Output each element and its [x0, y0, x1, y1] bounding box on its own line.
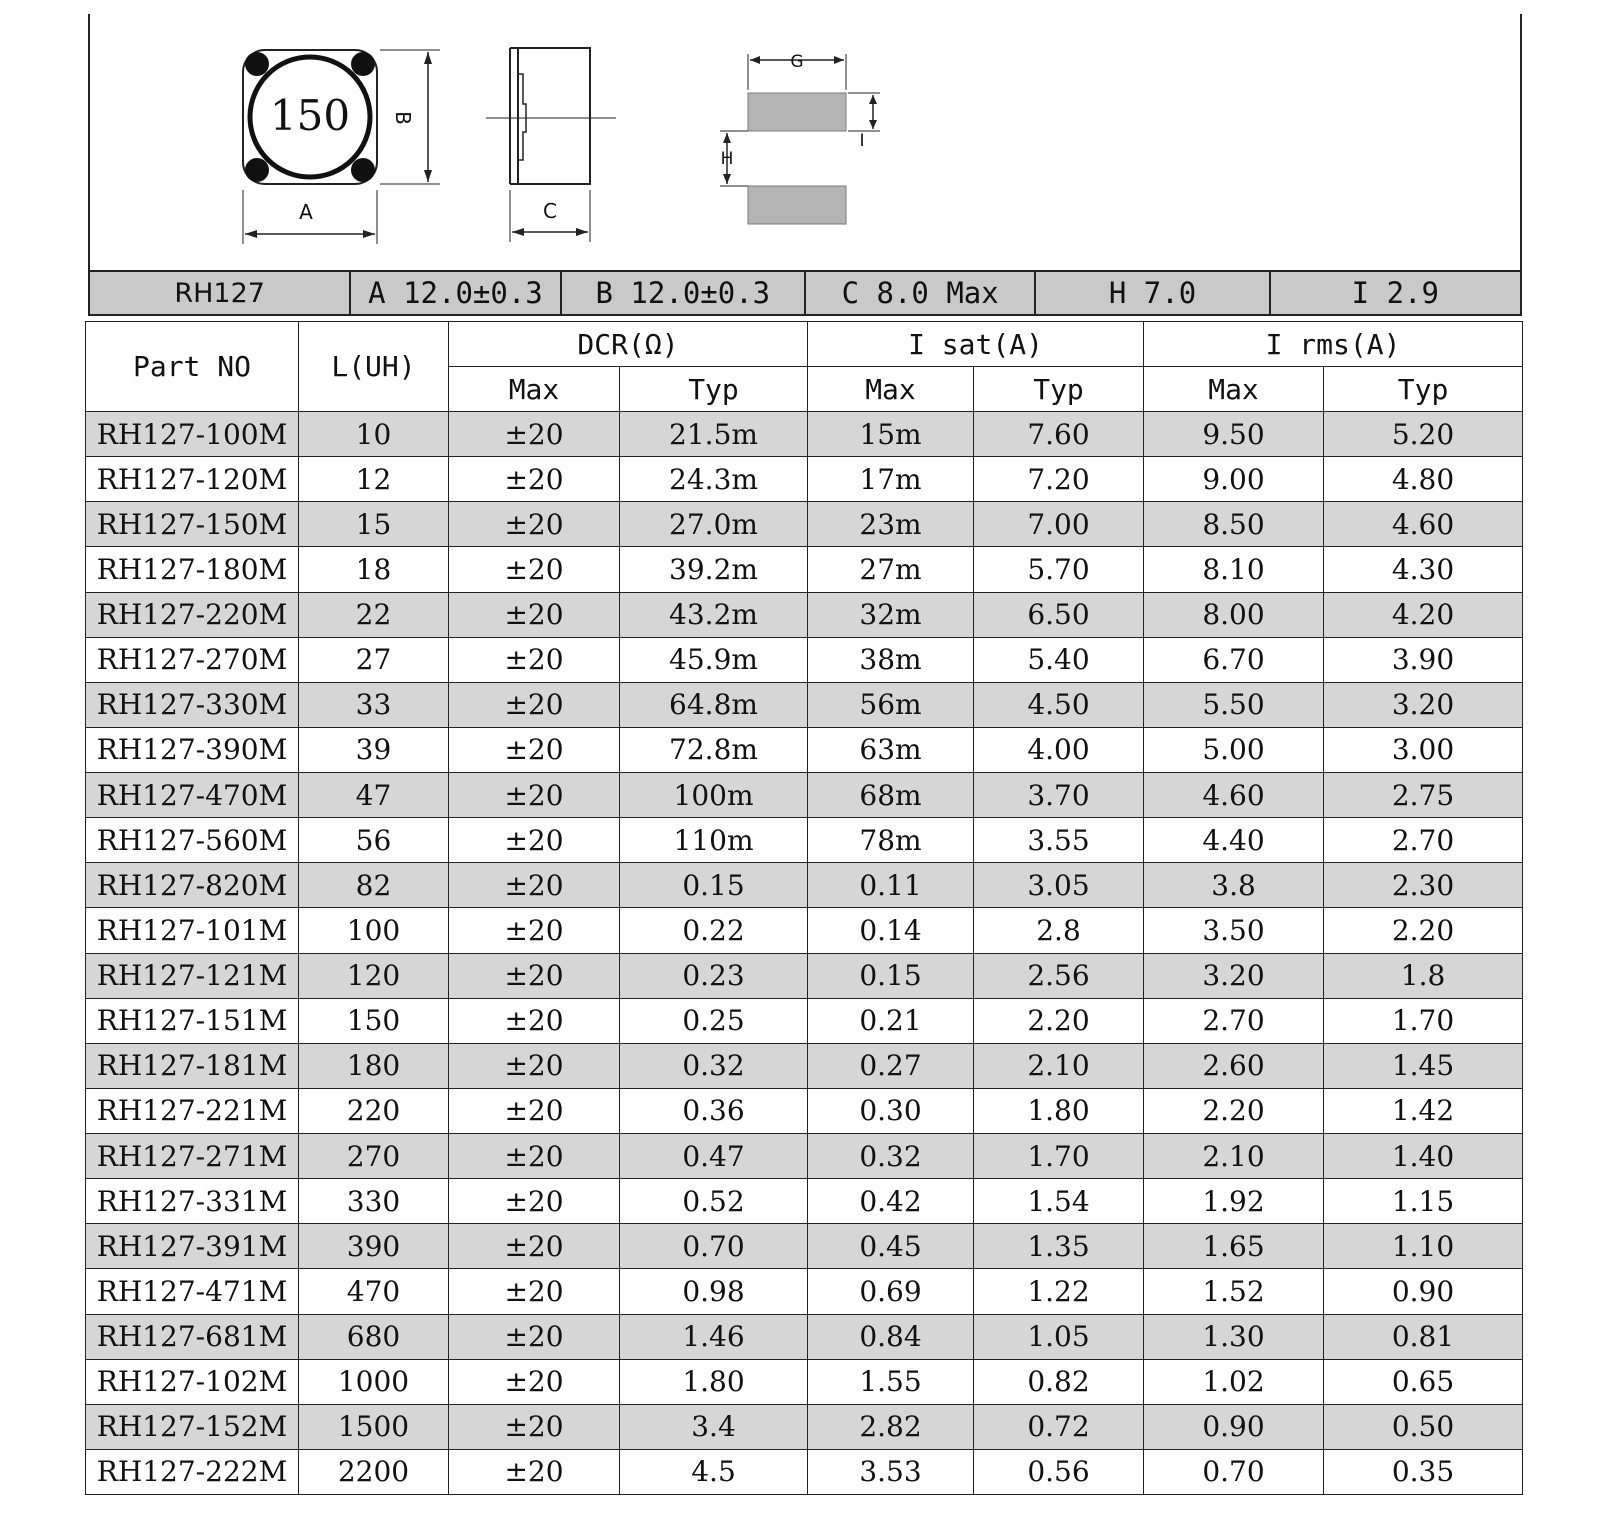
cell-part-no: RH127-391M [86, 1224, 299, 1269]
cell-dcr-typ: 43.2m [620, 592, 808, 637]
cell-irms-max: 3.8 [1144, 863, 1324, 908]
cell-irms-typ: 0.35 [1324, 1449, 1523, 1494]
cell-isat-max: 0.11 [808, 863, 974, 908]
cell-tolerance: ±20 [449, 412, 620, 457]
cell-isat-typ: 1.05 [974, 1314, 1144, 1359]
cell-tolerance: ±20 [449, 1179, 620, 1224]
land-pattern-view [720, 52, 880, 224]
cell-irms-typ: 1.40 [1324, 1134, 1523, 1179]
cell-irms-typ: 3.20 [1324, 682, 1523, 727]
cell-irms-typ: 4.60 [1324, 502, 1523, 547]
cell-tolerance: ±20 [449, 1088, 620, 1133]
cell-dcr-typ: 1.80 [620, 1359, 808, 1404]
cell-irms-typ: 0.65 [1324, 1359, 1523, 1404]
cell-part-no: RH127-121M [86, 953, 299, 998]
cell-irms-typ: 2.30 [1324, 863, 1523, 908]
cell-inductance: 120 [299, 953, 449, 998]
cell-tolerance: ±20 [449, 727, 620, 772]
cell-inductance: 100 [299, 908, 449, 953]
cell-irms-max: 1.65 [1144, 1224, 1324, 1269]
cell-part-no: RH127-181M [86, 1043, 299, 1088]
table-row [86, 1314, 1523, 1359]
cell-part-no: RH127-270M [86, 637, 299, 682]
cell-part-no: RH127-150M [86, 502, 299, 547]
cell-irms-max: 4.60 [1144, 773, 1324, 818]
cell-tolerance: ±20 [449, 1314, 620, 1359]
cell-tolerance: ±20 [449, 1224, 620, 1269]
cell-tolerance: ±20 [449, 1404, 620, 1449]
cell-inductance: 270 [299, 1134, 449, 1179]
table-row [86, 637, 1523, 682]
label-a: A [299, 200, 313, 224]
drawing-panel [88, 14, 1522, 270]
cell-irms-max: 1.02 [1144, 1359, 1324, 1404]
cell-irms-max: 9.00 [1144, 457, 1324, 502]
cell-isat-typ: 0.56 [974, 1449, 1144, 1494]
dim-c: C 8.0 Max [806, 272, 1036, 314]
cell-isat-max: 2.82 [808, 1404, 974, 1449]
cell-dcr-typ: 0.36 [620, 1088, 808, 1133]
cell-inductance: 470 [299, 1269, 449, 1314]
cell-irms-typ: 3.00 [1324, 727, 1523, 772]
label-h: H [720, 149, 734, 169]
cell-isat-max: 1.55 [808, 1359, 974, 1404]
cell-tolerance: ±20 [449, 1269, 620, 1314]
cell-inductance: 150 [299, 998, 449, 1043]
cell-dcr-typ: 0.25 [620, 998, 808, 1043]
cell-dcr-typ: 24.3m [620, 457, 808, 502]
cell-tolerance: ±20 [449, 637, 620, 682]
cell-dcr-typ: 4.5 [620, 1449, 808, 1494]
cell-isat-typ: 3.70 [974, 773, 1144, 818]
table-row [86, 1088, 1523, 1133]
cell-part-no: RH127-390M [86, 727, 299, 772]
cell-part-no: RH127-180M [86, 547, 299, 592]
cell-irms-max: 1.92 [1144, 1179, 1324, 1224]
cell-irms-typ: 1.42 [1324, 1088, 1523, 1133]
table-row [86, 412, 1523, 457]
cell-irms-max: 5.00 [1144, 727, 1324, 772]
cell-isat-max: 78m [808, 818, 974, 863]
cell-isat-typ: 2.56 [974, 953, 1144, 998]
table-row [86, 727, 1523, 772]
table-row [86, 1043, 1523, 1088]
cell-isat-typ: 5.70 [974, 547, 1144, 592]
table-row [86, 773, 1523, 818]
label-c: C [543, 199, 557, 223]
cell-inductance: 22 [299, 592, 449, 637]
cell-isat-max: 0.42 [808, 1179, 974, 1224]
cell-irms-typ: 2.70 [1324, 818, 1523, 863]
cell-irms-typ: 1.10 [1324, 1224, 1523, 1269]
header-isat-max: Max [808, 367, 974, 412]
cell-isat-max: 0.15 [808, 953, 974, 998]
dimension-summary-bar [88, 270, 1522, 316]
cell-tolerance: ±20 [449, 818, 620, 863]
header-irms: I rms(A) [1144, 322, 1523, 367]
cell-dcr-typ: 110m [620, 818, 808, 863]
header-irms-typ: Typ [1324, 367, 1523, 412]
cell-dcr-typ: 39.2m [620, 547, 808, 592]
cell-part-no: RH127-100M [86, 412, 299, 457]
cell-inductance: 680 [299, 1314, 449, 1359]
table-row [86, 818, 1523, 863]
cell-isat-max: 0.14 [808, 908, 974, 953]
table-row [86, 1359, 1523, 1404]
cell-isat-typ: 5.40 [974, 637, 1144, 682]
header-isat-typ: Typ [974, 367, 1144, 412]
table-row [86, 592, 1523, 637]
cell-tolerance: ±20 [449, 953, 620, 998]
table-row [86, 1269, 1523, 1314]
table-row [86, 547, 1523, 592]
cell-dcr-typ: 100m [620, 773, 808, 818]
cell-inductance: 1000 [299, 1359, 449, 1404]
cell-isat-typ: 6.50 [974, 592, 1144, 637]
cell-tolerance: ±20 [449, 1043, 620, 1088]
cell-irms-typ: 1.8 [1324, 953, 1523, 998]
cell-irms-max: 8.00 [1144, 592, 1324, 637]
cell-part-no: RH127-470M [86, 773, 299, 818]
header-isat: I sat(A) [808, 322, 1144, 367]
cell-inductance: 1500 [299, 1404, 449, 1449]
cell-inductance: 27 [299, 637, 449, 682]
cell-irms-typ: 1.45 [1324, 1043, 1523, 1088]
cell-inductance: 82 [299, 863, 449, 908]
header-part-no: Part NO [86, 322, 299, 412]
cell-tolerance: ±20 [449, 592, 620, 637]
cell-part-no: RH127-222M [86, 1449, 299, 1494]
header-irms-max: Max [1144, 367, 1324, 412]
cell-isat-typ: 4.50 [974, 682, 1144, 727]
dim-model: RH127 [90, 272, 351, 314]
cell-isat-max: 0.32 [808, 1134, 974, 1179]
cell-irms-typ: 1.15 [1324, 1179, 1523, 1224]
table-row [86, 863, 1523, 908]
cell-irms-max: 3.20 [1144, 953, 1324, 998]
cell-inductance: 47 [299, 773, 449, 818]
cell-isat-max: 3.53 [808, 1449, 974, 1494]
cell-irms-max: 0.70 [1144, 1449, 1324, 1494]
cell-isat-max: 27m [808, 547, 974, 592]
cell-tolerance: ±20 [449, 682, 620, 727]
cell-irms-max: 1.52 [1144, 1269, 1324, 1314]
cell-isat-typ: 2.8 [974, 908, 1144, 953]
cell-isat-max: 0.30 [808, 1088, 974, 1133]
cell-irms-typ: 0.81 [1324, 1314, 1523, 1359]
cell-isat-typ: 1.35 [974, 1224, 1144, 1269]
cell-isat-max: 23m [808, 502, 974, 547]
cell-irms-max: 1.30 [1144, 1314, 1324, 1359]
cell-tolerance: ±20 [449, 773, 620, 818]
cell-isat-typ: 1.54 [974, 1179, 1144, 1224]
cell-irms-max: 2.20 [1144, 1088, 1324, 1133]
cell-irms-max: 2.60 [1144, 1043, 1324, 1088]
dim-i: I 2.9 [1351, 276, 1439, 310]
dim-a: A 12.0±0.3 [351, 272, 561, 314]
cell-isat-typ: 7.20 [974, 457, 1144, 502]
header-dcr-typ: Typ [620, 367, 808, 412]
cell-isat-typ: 7.60 [974, 412, 1144, 457]
cell-part-no: RH127-681M [86, 1314, 299, 1359]
cell-irms-typ: 2.20 [1324, 908, 1523, 953]
cell-tolerance: ±20 [449, 908, 620, 953]
cell-irms-typ: 4.20 [1324, 592, 1523, 637]
cell-isat-typ: 7.00 [974, 502, 1144, 547]
cell-dcr-typ: 0.15 [620, 863, 808, 908]
cell-isat-typ: 1.80 [974, 1088, 1144, 1133]
cell-isat-max: 15m [808, 412, 974, 457]
cell-irms-max: 0.90 [1144, 1404, 1324, 1449]
cell-isat-typ: 2.20 [974, 998, 1144, 1043]
cell-irms-typ: 3.90 [1324, 637, 1523, 682]
cell-inductance: 390 [299, 1224, 449, 1269]
table-row [86, 1404, 1523, 1449]
cell-inductance: 330 [299, 1179, 449, 1224]
table-row [86, 953, 1523, 998]
cell-isat-typ: 0.82 [974, 1359, 1144, 1404]
cell-inductance: 15 [299, 502, 449, 547]
cell-dcr-typ: 3.4 [620, 1404, 808, 1449]
cell-part-no: RH127-120M [86, 457, 299, 502]
cell-part-no: RH127-331M [86, 1179, 299, 1224]
cell-isat-max: 17m [808, 457, 974, 502]
cell-isat-max: 63m [808, 727, 974, 772]
table-row [86, 502, 1523, 547]
cell-irms-typ: 4.30 [1324, 547, 1523, 592]
cell-tolerance: ±20 [449, 1359, 620, 1404]
cell-irms-max: 2.10 [1144, 1134, 1324, 1179]
cell-part-no: RH127-271M [86, 1134, 299, 1179]
cell-isat-typ: 0.72 [974, 1404, 1144, 1449]
cell-isat-typ: 3.05 [974, 863, 1144, 908]
cell-tolerance: ±20 [449, 863, 620, 908]
cell-irms-max: 8.50 [1144, 502, 1324, 547]
cell-dcr-typ: 64.8m [620, 682, 808, 727]
cell-isat-typ: 1.70 [974, 1134, 1144, 1179]
table-row [86, 908, 1523, 953]
cell-part-no: RH127-151M [86, 998, 299, 1043]
cell-isat-typ: 3.55 [974, 818, 1144, 863]
cell-dcr-typ: 0.70 [620, 1224, 808, 1269]
cell-dcr-typ: 0.22 [620, 908, 808, 953]
cell-isat-max: 0.27 [808, 1043, 974, 1088]
cell-inductance: 33 [299, 682, 449, 727]
header-dcr-max: Max [449, 367, 620, 412]
dim-h: H 7.0 [1036, 272, 1270, 314]
table-body [86, 412, 1523, 1495]
cell-inductance: 39 [299, 727, 449, 772]
cell-isat-max: 0.84 [808, 1314, 974, 1359]
cell-part-no: RH127-330M [86, 682, 299, 727]
cell-inductance: 220 [299, 1088, 449, 1133]
table-row [86, 457, 1523, 502]
header-dcr: DCR(Ω) [449, 322, 808, 367]
cell-inductance: 18 [299, 547, 449, 592]
cell-inductance: 180 [299, 1043, 449, 1088]
dim-b: B 12.0±0.3 [562, 272, 806, 314]
cell-isat-typ: 4.00 [974, 727, 1144, 772]
cell-dcr-typ: 0.23 [620, 953, 808, 998]
dimension-drawing [90, 14, 1524, 270]
cell-tolerance: ±20 [449, 998, 620, 1043]
cell-irms-typ: 0.90 [1324, 1269, 1523, 1314]
cell-part-no: RH127-102M [86, 1359, 299, 1404]
header-inductance: L(UH) [299, 322, 449, 412]
cell-inductance: 56 [299, 818, 449, 863]
cell-tolerance: ±20 [449, 457, 620, 502]
cell-part-no: RH127-560M [86, 818, 299, 863]
cell-dcr-typ: 45.9m [620, 637, 808, 682]
cell-part-no: RH127-101M [86, 908, 299, 953]
cell-dcr-typ: 1.46 [620, 1314, 808, 1359]
cell-isat-max: 32m [808, 592, 974, 637]
cell-isat-max: 0.45 [808, 1224, 974, 1269]
cell-dcr-typ: 27.0m [620, 502, 808, 547]
cell-tolerance: ±20 [449, 1449, 620, 1494]
cell-isat-typ: 1.22 [974, 1269, 1144, 1314]
label-i: I [859, 131, 865, 151]
cell-irms-typ: 5.20 [1324, 412, 1523, 457]
spec-table [85, 321, 1523, 1495]
cell-part-no: RH127-820M [86, 863, 299, 908]
cell-irms-max: 2.70 [1144, 998, 1324, 1043]
cell-isat-max: 56m [808, 682, 974, 727]
cell-dcr-typ: 0.52 [620, 1179, 808, 1224]
cell-tolerance: ±20 [449, 502, 620, 547]
cell-part-no: RH127-221M [86, 1088, 299, 1133]
cell-irms-typ: 4.80 [1324, 457, 1523, 502]
table-row [86, 1449, 1523, 1494]
cell-part-no: RH127-471M [86, 1269, 299, 1314]
cell-irms-typ: 1.70 [1324, 998, 1523, 1043]
cell-isat-max: 68m [808, 773, 974, 818]
cell-isat-max: 0.69 [808, 1269, 974, 1314]
cell-inductance: 2200 [299, 1449, 449, 1494]
cell-tolerance: ±20 [449, 547, 620, 592]
cell-part-no: RH127-220M [86, 592, 299, 637]
cell-irms-typ: 2.75 [1324, 773, 1523, 818]
cell-irms-typ: 0.50 [1324, 1404, 1523, 1449]
cell-isat-typ: 2.10 [974, 1043, 1144, 1088]
label-g: G [790, 52, 804, 72]
table-row [86, 682, 1523, 727]
top-view [243, 50, 440, 244]
part-marking: 150 [269, 91, 351, 140]
cell-dcr-typ: 0.32 [620, 1043, 808, 1088]
table-row [86, 998, 1523, 1043]
cell-inductance: 12 [299, 457, 449, 502]
cell-dcr-typ: 72.8m [620, 727, 808, 772]
table-row [86, 1224, 1523, 1269]
cell-dcr-typ: 0.47 [620, 1134, 808, 1179]
side-view [486, 48, 616, 242]
table-row [86, 1134, 1523, 1179]
cell-irms-max: 3.50 [1144, 908, 1324, 953]
cell-irms-max: 4.40 [1144, 818, 1324, 863]
cell-irms-max: 8.10 [1144, 547, 1324, 592]
cell-irms-max: 5.50 [1144, 682, 1324, 727]
table-row [86, 1179, 1523, 1224]
cell-isat-max: 38m [808, 637, 974, 682]
label-b: B [391, 111, 415, 125]
cell-part-no: RH127-152M [86, 1404, 299, 1449]
cell-dcr-typ: 21.5m [620, 412, 808, 457]
table-header [86, 322, 1523, 412]
cell-irms-max: 6.70 [1144, 637, 1324, 682]
cell-dcr-typ: 0.98 [620, 1269, 808, 1314]
cell-inductance: 10 [299, 412, 449, 457]
cell-tolerance: ±20 [449, 1134, 620, 1179]
cell-irms-max: 9.50 [1144, 412, 1324, 457]
cell-isat-max: 0.21 [808, 998, 974, 1043]
